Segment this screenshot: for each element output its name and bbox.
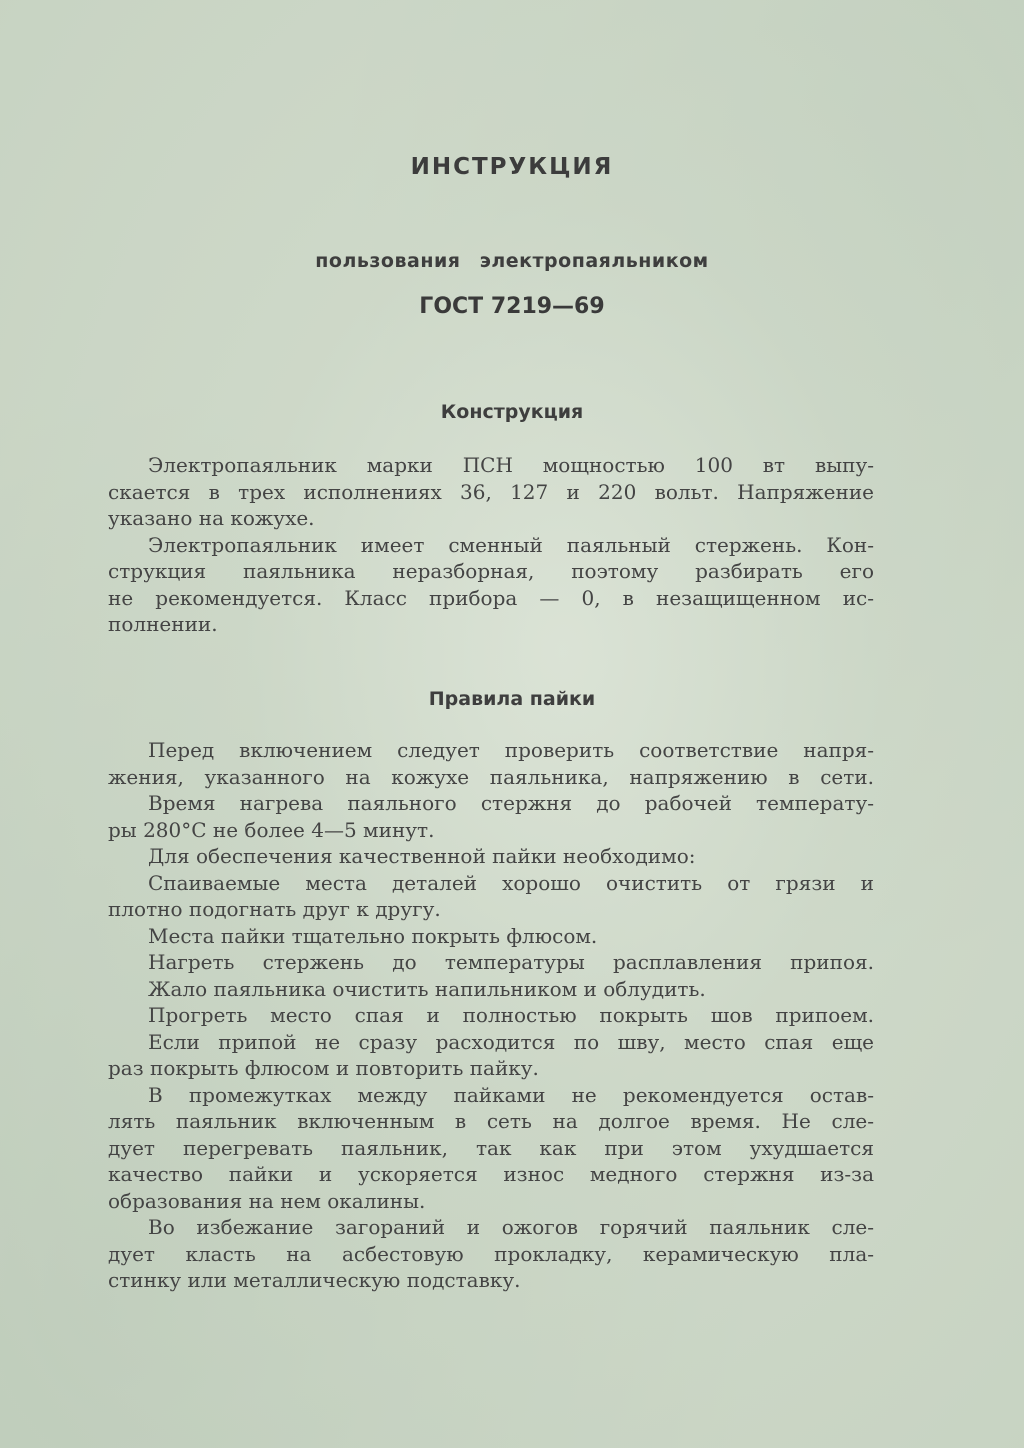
text-line: ры 280°С не более 4—5 минут. xyxy=(108,817,435,842)
text-line: Места пайки тщательно покрыть флюсом. xyxy=(148,923,598,948)
text-line: дует перегревать паяльник, так как при этом ухудшается xyxy=(108,1135,874,1160)
text-line: образования на нем окалины. xyxy=(108,1188,426,1213)
text-line: Прогреть место спая и полностью покрыть шов припоем. xyxy=(148,1003,874,1027)
text-line: Во избежание загораний и ожогов горячий паяльник сле- xyxy=(148,1215,874,1239)
section-heading-soldering-rules: Правила пайки xyxy=(428,688,596,710)
text-line: стинку или металлическую подставку. xyxy=(108,1268,521,1292)
text-line: лять паяльник включенным в сеть на долгое время. Не сле- xyxy=(108,1109,874,1133)
text-line: указано на кожухе. xyxy=(108,506,315,530)
section-soldering-rules-text xyxy=(108,737,874,1294)
text-line: Время нагрева паяльного стержня до рабочей температу- xyxy=(148,791,874,815)
text-line: плотно подогнать друг к другу. xyxy=(108,897,441,921)
section-construction-text xyxy=(108,452,874,638)
text-line: Электропаяльник имеет сменный паяльный стержень. Кон- xyxy=(148,532,874,557)
text-line: дует класть на асбестовую прокладку, керамическую пла- xyxy=(108,1241,874,1266)
text-line: Если припой не сразу расходится по шву, место спая еще xyxy=(148,1029,874,1054)
text-line: не рекомендуется. Класс прибора — 0, в незащищенном ис- xyxy=(108,585,874,610)
text-line: полнении. xyxy=(108,612,218,636)
document-title: ИНСТРУКЦИЯ xyxy=(410,154,614,180)
text-line: струкция паяльника неразборная, поэтому разбирать его xyxy=(108,559,874,583)
text-line: Для обеспечения качественной пайки необходимо: xyxy=(148,844,696,868)
text-line: Электропаяльник марки ПСН мощностью 100 вт выпу- xyxy=(148,453,874,477)
text-line: Жало паяльника очистить напильником и облудить. xyxy=(148,976,706,1001)
text-line: В промежутках между пайками не рекомендуется остав- xyxy=(148,1082,874,1107)
document-subtitle: пользования электропаяльником xyxy=(315,250,709,272)
text-line: качество пайки и ускоряется износ медного стержня из-за xyxy=(108,1162,874,1186)
text-line: жения, указанного на кожухе паяльника, напряжению в сети. xyxy=(108,764,874,789)
text-line: скается в трех исполнениях 36, 127 и 220 вольт. Напряжение xyxy=(108,479,874,504)
text-line: Перед включением следует проверить соответствие напря- xyxy=(148,738,874,762)
text-line: Нагреть стержень до температуры расплавления припоя. xyxy=(148,950,874,974)
text-line: Спаиваемые места деталей хорошо очистить от грязи и xyxy=(148,870,874,895)
standard-number: ГОСТ 7219—69 xyxy=(419,294,605,319)
section-heading-construction: Конструкция xyxy=(440,401,584,423)
text-line: раз покрыть флюсом и повторить пайку. xyxy=(108,1056,539,1080)
